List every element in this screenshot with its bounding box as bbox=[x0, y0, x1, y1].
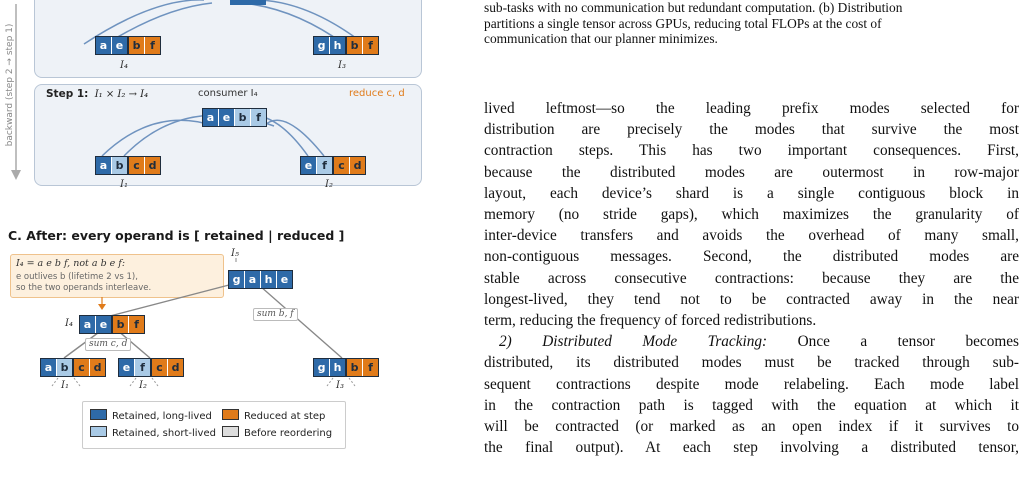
mode-cell: e bbox=[276, 271, 292, 288]
body-line: contraction steps. This has two important consequences. First, bbox=[484, 142, 1019, 160]
mode-cell: c bbox=[152, 359, 167, 376]
step2-right-label: I₃ bbox=[338, 60, 346, 71]
caption-line-3: communication that our planner minimizes. bbox=[484, 31, 718, 46]
subsection-line: will be contracted (or marked as an open index if it survives to bbox=[484, 418, 1019, 435]
panel-c-title: C. After: every operand is [ retained | reduced ] bbox=[8, 228, 345, 243]
mode-cell: c bbox=[74, 359, 89, 376]
step2-left-label: I₄ bbox=[120, 60, 128, 71]
I2-label: I₂ bbox=[139, 380, 147, 391]
mode-cell: g bbox=[314, 359, 329, 376]
mode-cell: a bbox=[244, 271, 260, 288]
mode-cell: b bbox=[56, 359, 72, 376]
step1-reduce-note: reduce c, d bbox=[349, 88, 405, 99]
mode-cell: e bbox=[95, 316, 111, 333]
subsection-line: distributed, its distributed modes must be tracked through sub- bbox=[484, 354, 1019, 372]
mode-cell: f bbox=[316, 157, 332, 174]
body-line: memory (no stride gaps), which maximizes the granularity of bbox=[484, 206, 1019, 223]
mode-cell: a bbox=[96, 37, 111, 54]
body-line: inter-device transfers and avoids the overhead of many small, bbox=[484, 227, 1019, 245]
mode-cell: g bbox=[229, 271, 244, 288]
step1-title: Step 1: bbox=[46, 88, 89, 100]
mode-cell: d bbox=[89, 359, 105, 376]
mode-cell: a bbox=[96, 157, 111, 174]
body-line: distribution are precisely the modes that survive the most bbox=[484, 121, 1019, 139]
side-axis-label: backward (step 2 → step 1) bbox=[5, 23, 15, 147]
mode-cell: f bbox=[362, 37, 378, 54]
legend-before bbox=[222, 426, 332, 439]
mode-cell: f bbox=[128, 316, 144, 333]
body-line: term, reducing the frequency of forced redistributions. bbox=[484, 312, 817, 329]
legend-reduced bbox=[222, 409, 325, 422]
step1-right-label: I₂ bbox=[325, 179, 333, 190]
callout-line3: so the two operands interleave. bbox=[16, 283, 152, 293]
body-line: non-contiguous messages. Second, the distributed modes are bbox=[484, 248, 1019, 266]
caption-line-2: partitions a single tensor across GPUs, reducing total FLOPs at the cost of bbox=[484, 15, 882, 31]
mode-cell: b bbox=[347, 359, 362, 376]
mode-cell: f bbox=[362, 359, 378, 376]
mode-cell: b bbox=[129, 37, 144, 54]
subsection-first-line bbox=[499, 331, 1019, 352]
body-line: layout, each device’s shard is a single contiguous block in bbox=[484, 184, 1019, 202]
body-line: lived leftmost—so the leading prefix modes selected for bbox=[484, 100, 1019, 117]
subsection-line: Once a tensor becomes bbox=[767, 333, 1019, 351]
body-line: stable across consecutive contractions: because they are the bbox=[484, 269, 1019, 287]
legend-reduced-label: Reduced at step bbox=[244, 411, 326, 422]
mode-cell: b bbox=[347, 37, 362, 54]
mode-cell: f bbox=[144, 37, 160, 54]
legend-swatch-reduced bbox=[222, 409, 239, 420]
legend-retained-long bbox=[90, 409, 212, 422]
subsection-line: in the contraction path is tagged with the equation at which it bbox=[484, 396, 1019, 414]
step1-consumer: consumer I₄ bbox=[198, 88, 258, 99]
mode-cell: d bbox=[349, 157, 365, 174]
step1-equation: I₁ × I₂ → I₄ bbox=[94, 89, 149, 100]
mode-cell: b bbox=[113, 316, 128, 333]
mode-cell: h bbox=[329, 359, 345, 376]
mode-cell: a bbox=[203, 109, 218, 126]
mode-cell: e bbox=[111, 37, 127, 54]
body-line: longest-lived, they tend not to be contracted away in the near bbox=[484, 290, 1019, 308]
step1-left-label: I₁ bbox=[120, 179, 128, 190]
I3-label: I₃ bbox=[336, 380, 344, 391]
legend-swatch-short bbox=[90, 426, 107, 437]
subsection-line: sequent contractions despite mode relabeling. Each mode label bbox=[484, 375, 1019, 393]
mode-cell: h bbox=[260, 271, 276, 288]
mode-cell: c bbox=[129, 157, 144, 174]
subsection-line: the final output). At each step involving a distributed tensor, bbox=[484, 439, 1019, 457]
body-line: because the distributed modes are outermost in row-major bbox=[484, 163, 1019, 181]
mode-cell: e bbox=[119, 359, 134, 376]
mode-cell: e bbox=[301, 157, 316, 174]
mode-cell: a bbox=[41, 359, 56, 376]
mode-cell: d bbox=[144, 157, 160, 174]
caption-line-1: sub-tasks with no communication but redundant computation. (b) Distribution bbox=[484, 0, 903, 15]
legend-swatch-before bbox=[222, 426, 239, 437]
mode-cell: a bbox=[80, 316, 95, 333]
mode-cell: f bbox=[134, 359, 150, 376]
I1-label: I₁ bbox=[61, 380, 69, 391]
legend-swatch-long bbox=[90, 409, 107, 420]
mode-cell: g bbox=[314, 37, 329, 54]
mode-cell: b bbox=[234, 109, 250, 126]
sum-cd-label: sum c, d bbox=[85, 338, 131, 351]
mode-cell: d bbox=[167, 359, 183, 376]
legend-retained-short bbox=[90, 426, 216, 439]
callout-line1: I₄ = a e b f, not a b e f: bbox=[16, 258, 126, 269]
I4-label: I₄ bbox=[65, 318, 73, 329]
mode-cell: h bbox=[329, 37, 345, 54]
I5-label: I₅ bbox=[231, 248, 239, 259]
mode-cell: e bbox=[218, 109, 234, 126]
mode-cell: c bbox=[334, 157, 349, 174]
subsection-heading: 2) Distributed Mode Tracking: bbox=[499, 333, 768, 351]
legend-retained-short-label: Retained, short-lived bbox=[112, 428, 216, 439]
mode-cell: b bbox=[111, 157, 127, 174]
sum-bf-label: sum b, f bbox=[253, 308, 298, 321]
figure-caption bbox=[484, 0, 1019, 47]
callout-line2: e outlives b (lifetime 2 vs 1), bbox=[16, 272, 138, 282]
legend-before-label: Before reordering bbox=[244, 428, 333, 439]
legend-retained-long-label: Retained, long-lived bbox=[112, 411, 212, 422]
mode-cell: f bbox=[250, 109, 266, 126]
